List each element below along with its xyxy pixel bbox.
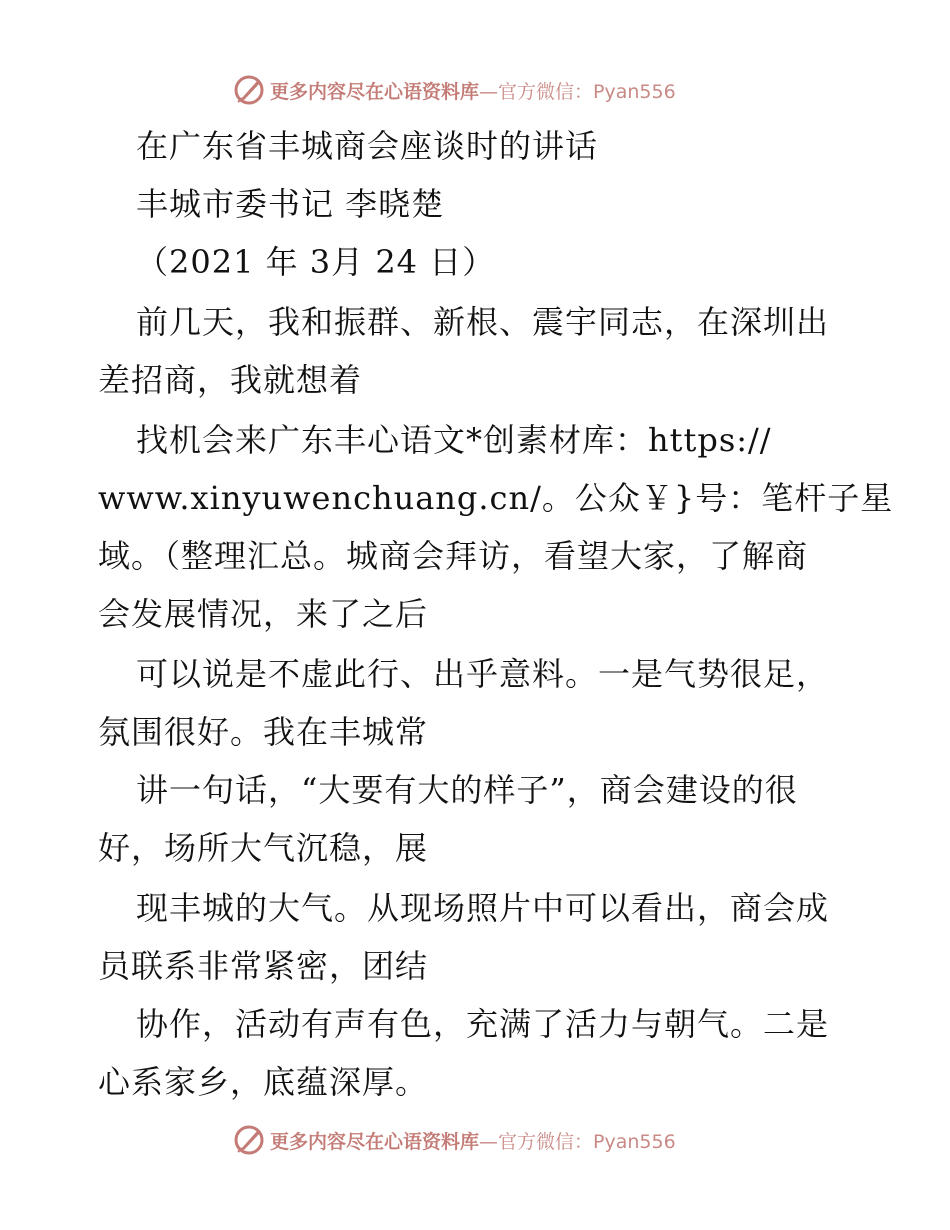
quill-seal-icon (232, 73, 266, 107)
paragraph-line: 会发展情况，来了之后 (98, 595, 429, 633)
paragraph-line: www.xinyuwenchuang.cn/。公众￥}号：笔杆子星 (98, 479, 894, 517)
paragraph-line: 找机会来广东丰心语文*创素材库：https:// (136, 421, 772, 459)
document-date: （2021 年 3月 24 日） (136, 243, 496, 281)
quill-seal-icon (232, 1123, 266, 1157)
paragraph-line: 域。（整理汇总。城商会拜访，看望大家，了解商 (98, 537, 809, 575)
header-watermark (232, 70, 732, 110)
paragraph-line: 差招商，我就想着 (98, 361, 363, 399)
watermark-text: 更多内容尽在心语资料库—官方微信：Pyan556 (270, 80, 676, 103)
paragraph-line: 协作，活动有声有色，充满了活力与朝气。二是 (136, 1005, 830, 1043)
paragraph-line: 心系家乡，底蕴深厚。 (98, 1063, 429, 1101)
paragraph-line: 前几天，我和振群、新根、震宇同志，在深圳出 (136, 303, 830, 341)
paragraph-line: 氛围很好。我在丰城常 (98, 713, 429, 751)
document-title: 在广东省丰城商会座谈时的讲话 (136, 127, 599, 165)
watermark-text: 更多内容尽在心语资料库—官方微信：Pyan556 (270, 1130, 676, 1153)
paragraph-line: 员联系非常紧密，团结 (98, 947, 429, 985)
document-author: 丰城市委书记 李晓楚 (136, 185, 445, 223)
footer-watermark (232, 1120, 732, 1160)
paragraph-line: 现丰城的大气。从现场照片中可以看出，商会成 (136, 889, 830, 927)
paragraph-line: 可以说是不虚此行、出乎意料。一是气势很足， (136, 655, 830, 693)
paragraph-line: 讲一句话，“大要有大的样子”，商会建设的很 (136, 771, 798, 809)
paragraph-line: 好，场所大气沉稳，展 (98, 829, 429, 867)
